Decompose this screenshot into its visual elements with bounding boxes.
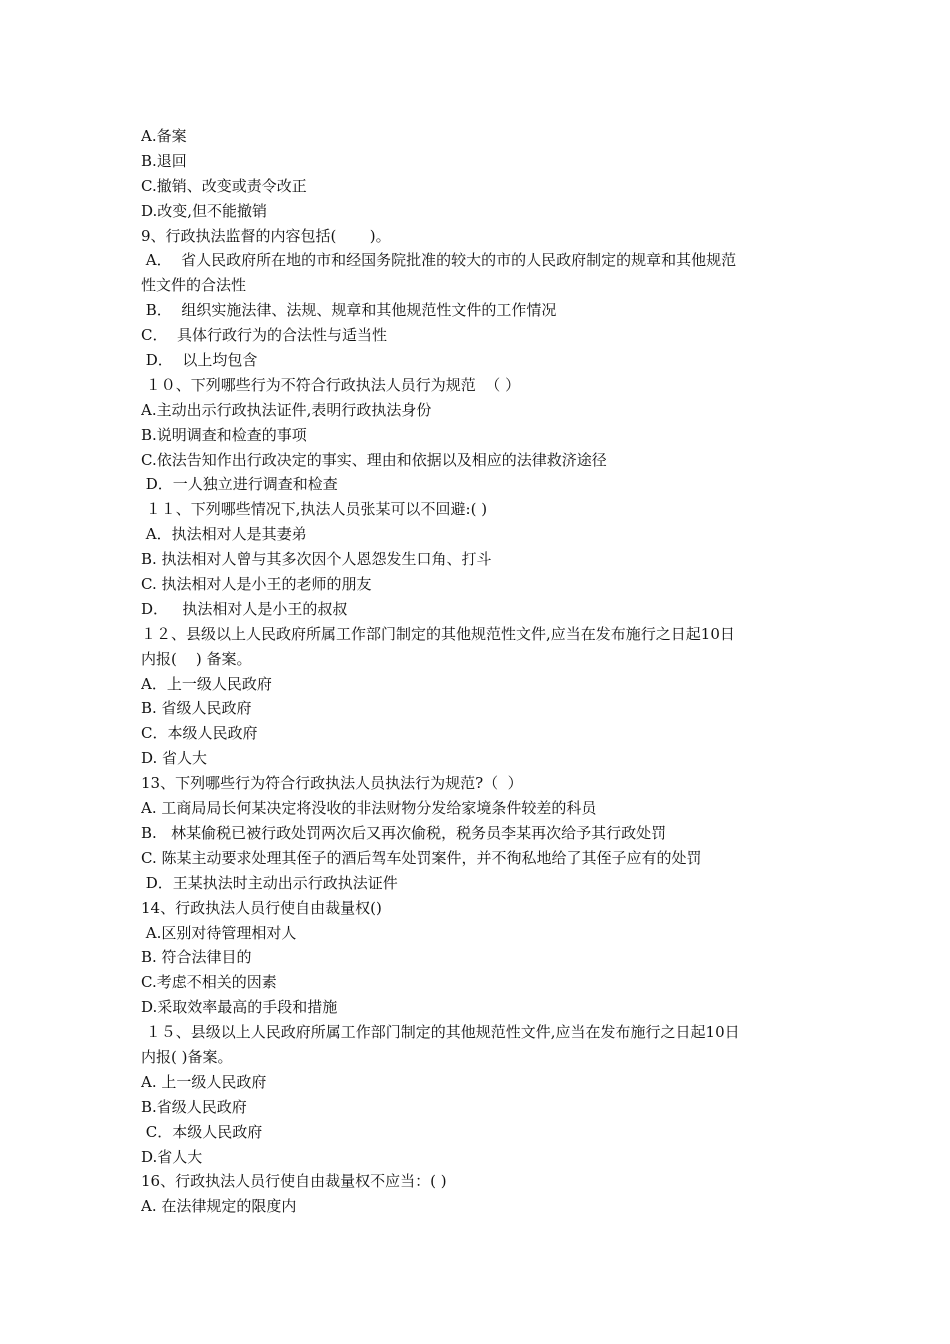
text-line: B. 符合法律目的 [141, 948, 252, 967]
text-line: A. 在法律规定的限度内 [141, 1197, 297, 1216]
text-line: D. 省人大 [141, 749, 208, 768]
text-line: D．王某执法时主动出示行政执法证件 [141, 873, 398, 892]
text-line: D.改变,但不能撤销 [141, 201, 268, 220]
text-line: B.省级人民政府 [141, 1097, 247, 1116]
text-line: A． 省人民政府所在地的市和经国务院批准的较大的市的人民政府制定的规章和其他规范 [141, 251, 737, 270]
question-line: １１、下列哪些情况下,执法人员张某可以不回避:( ) [141, 500, 488, 519]
text-line: 内报( ) 备案。 [141, 649, 252, 668]
document-body [141, 124, 821, 1219]
question-line: １２、县级以上人民政府所属工作部门制定的其他规范性文件,应当在发布施行之日起10日 [141, 624, 735, 643]
question-line: １０、下列哪些行为不符合行政执法人员行为规范 （ ） [141, 375, 521, 394]
text-line: A.区别对待管理相对人 [141, 923, 297, 942]
text-line: C． 具体行政行为的合法性与适当性 [141, 326, 388, 345]
text-line: A. 上一级人民政府 [141, 1072, 267, 1091]
text-line: C.考虑不相关的因素 [141, 973, 277, 992]
text-line: D． 以上均包含 [141, 351, 258, 370]
text-line: D． 执法相对人是小王的叔叔 [141, 599, 348, 618]
text-line: B.说明调查和检查的事项 [141, 425, 307, 444]
text-line: C. 执法相对人是小王的老师的朋友 [141, 575, 372, 594]
text-line: D．一人独立进行调查和检查 [141, 475, 338, 494]
text-line: A．执法相对人是其妻弟 [141, 525, 307, 544]
text-line: B. 省级人民政府 [141, 699, 252, 718]
text-line: C.撤销、改变或责令改正 [141, 176, 307, 195]
question-line: 13、下列哪些行为符合行政执法人员执法行为规范?（ ） [141, 774, 523, 793]
question-line: 9、行政执法监督的内容包括( )。 [141, 226, 391, 245]
text-line: B． 组织实施法律、法规、规章和其他规范性文件的工作情况 [141, 301, 557, 320]
text-line: C.依法告知作出行政决定的事实、理由和依据以及相应的法律救济途径 [141, 450, 607, 469]
question-line: １５、县级以上人民政府所属工作部门制定的其他规范性文件,应当在发布施行之日起10日 [141, 1023, 740, 1042]
text-line: C．本级人民政府 [141, 1122, 263, 1141]
text-line: A.主动出示行政执法证件,表明行政执法身份 [141, 400, 432, 419]
text-line: A.备案 [141, 127, 187, 145]
text-line: D.采取效率最高的手段和措施 [141, 998, 338, 1017]
text-line: C. 陈某主动要求处理其侄子的酒后驾车处罚案件，并不徇私地给了其侄子应有的处罚 [141, 848, 702, 867]
text-line: B.退回 [141, 151, 187, 170]
text-line: B. 执法相对人曾与其多次因个人恩怨发生口角、打斗 [141, 550, 492, 569]
question-line: 16、行政执法人员行使自由裁量权不应当：( ) [141, 1172, 447, 1191]
text-line: C．本级人民政府 [141, 724, 258, 743]
question-line: 14、行政执法人员行使自由裁量权() [141, 898, 382, 917]
text-line: 内报( )备案。 [141, 1047, 233, 1066]
text-line: D.省人大 [141, 1147, 203, 1166]
text-line: 性文件的合法性 [141, 276, 247, 295]
text-line: B. 林某偷税已被行政处罚两次后又再次偷税，税务员李某再次给予其行政处罚 [141, 823, 667, 842]
text-line: A. 工商局局长何某决定将没收的非法财物分发给家境条件较差的科员 [141, 799, 597, 818]
text-line: A．上一级人民政府 [141, 674, 272, 693]
